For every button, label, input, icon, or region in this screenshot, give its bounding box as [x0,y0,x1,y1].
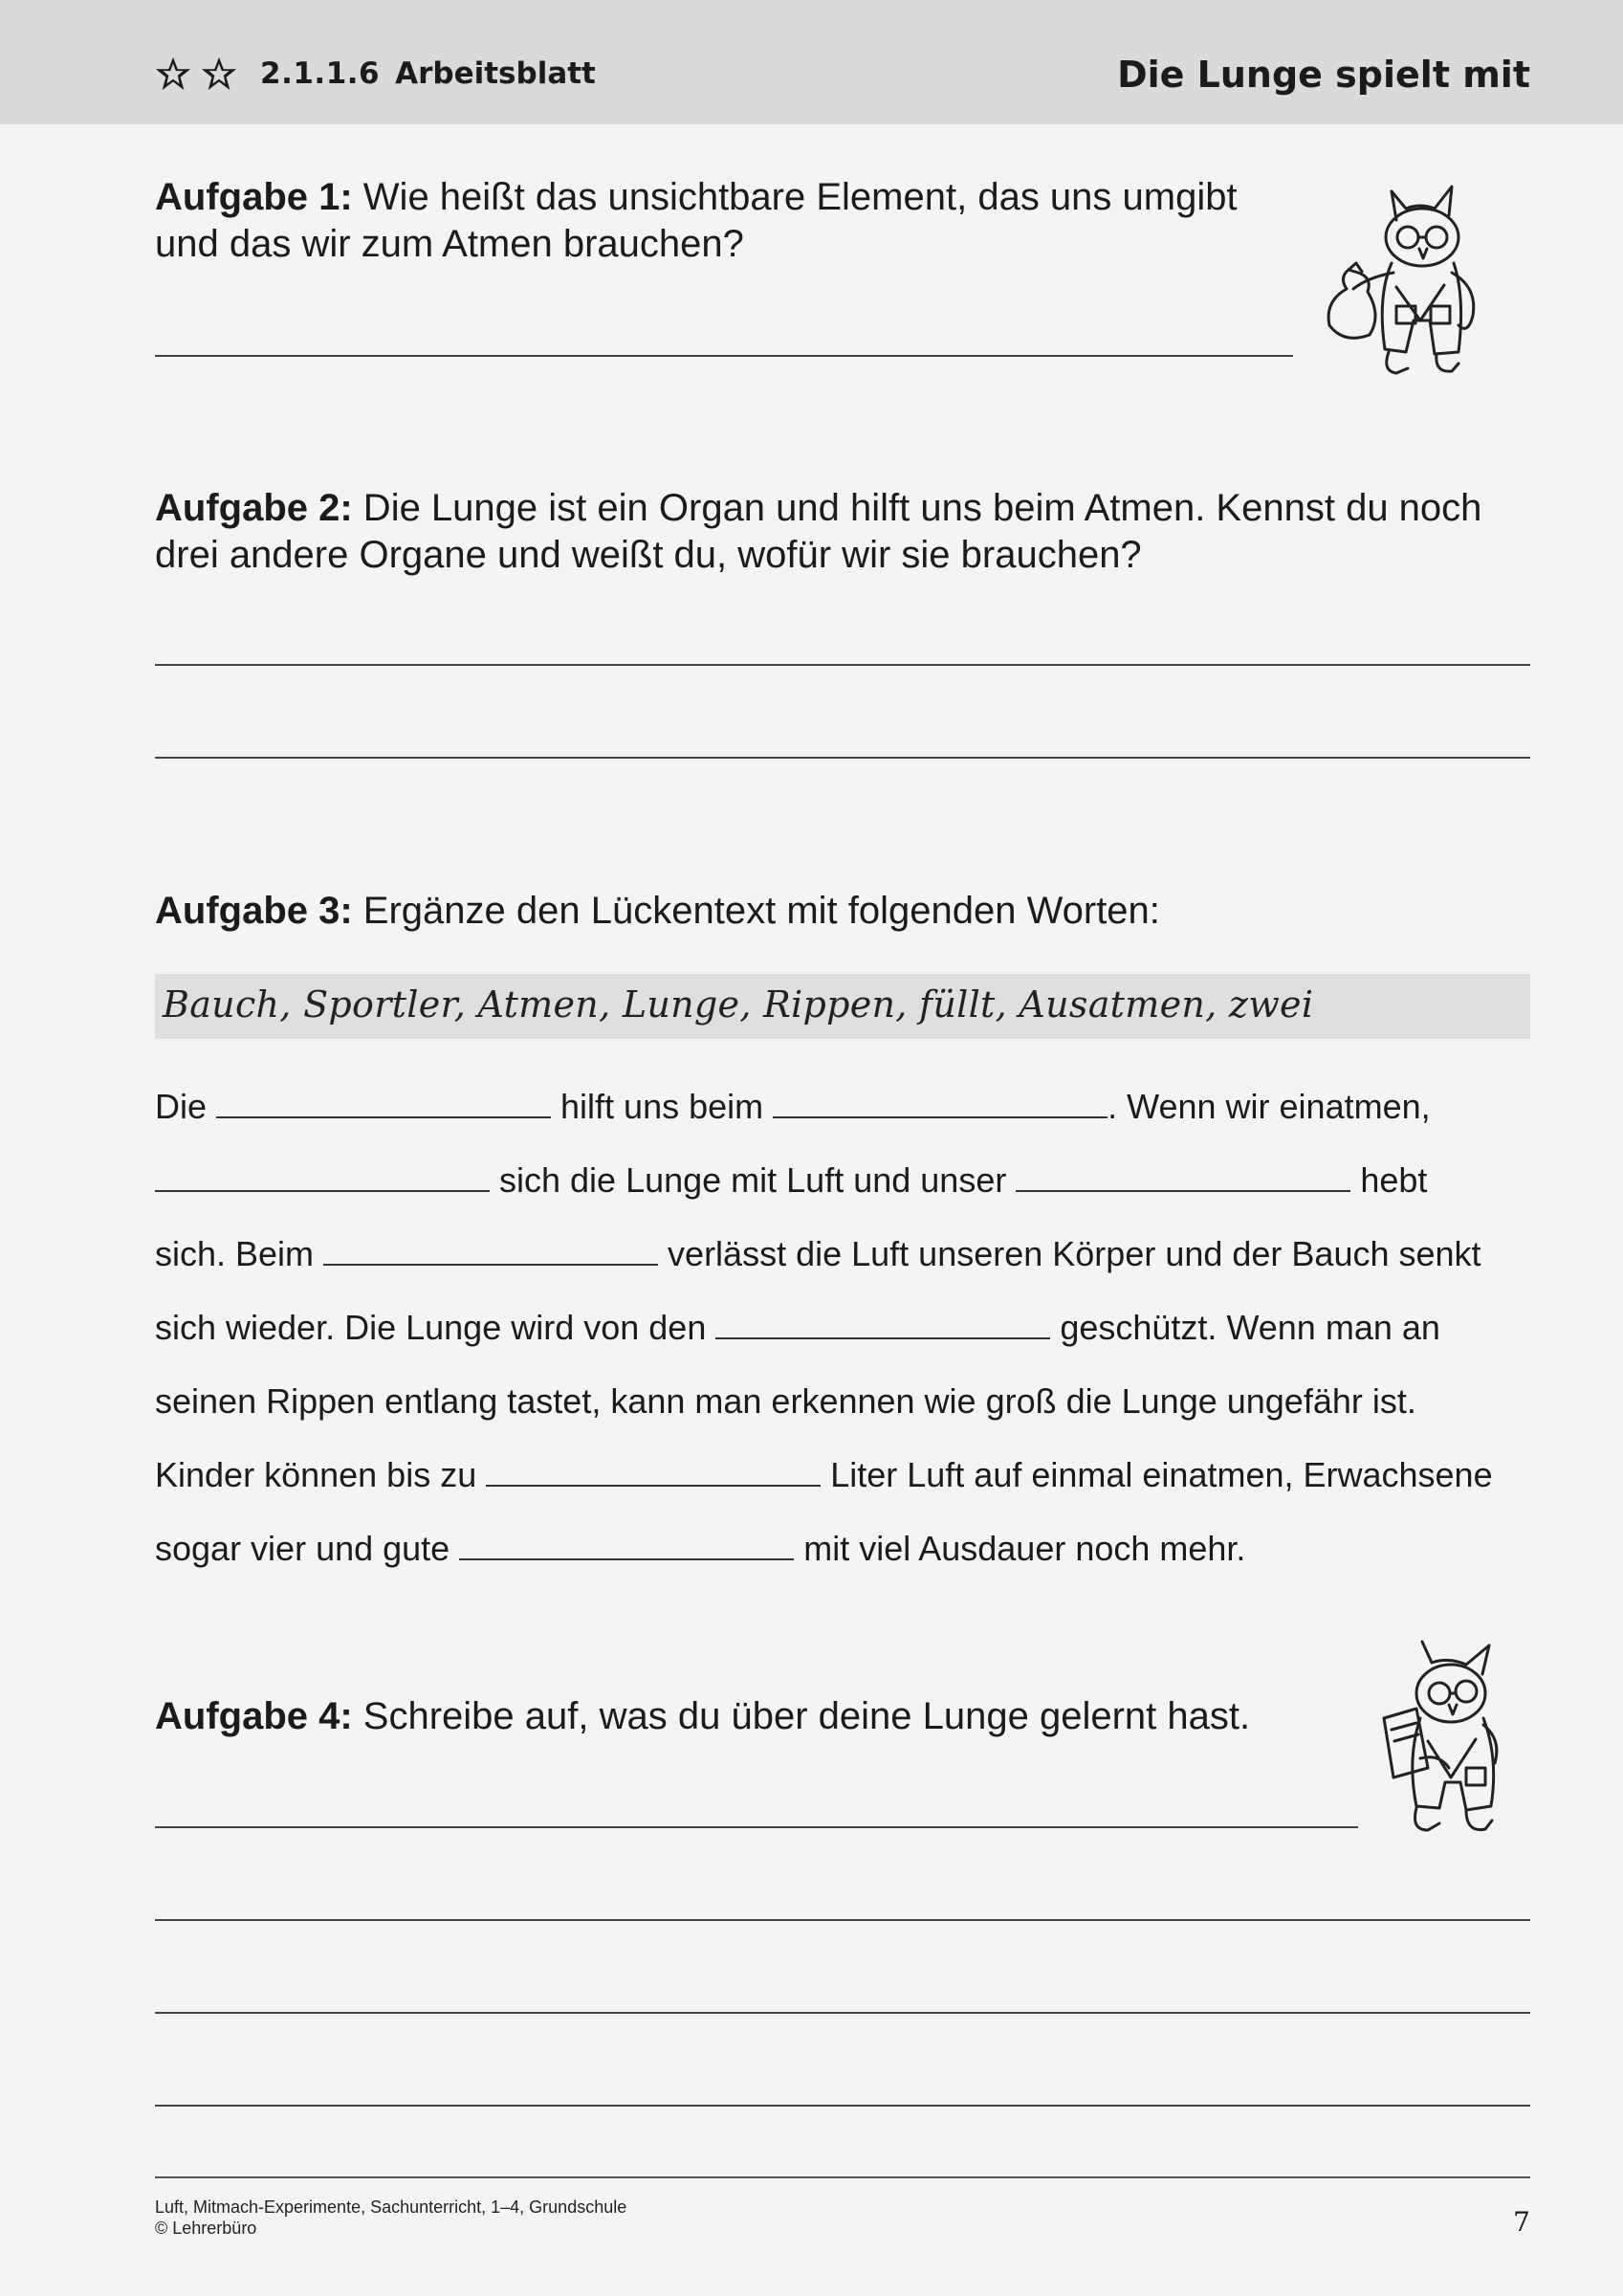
task-4-label: Aufgabe 4: [155,1695,353,1737]
answer-line[interactable] [155,2012,1530,2014]
task-1-text: Wie heißt das unsichtbare Element, das uns umgibt [352,176,1238,218]
cloze-gap[interactable] [1016,1163,1350,1192]
cloze-gap[interactable] [486,1458,821,1487]
cloze-gap[interactable] [773,1090,1108,1118]
task-4-question [155,1693,1250,1740]
task-1-label: Aufgabe 1: [155,176,353,218]
answer-line[interactable] [155,1826,1358,1828]
task-2-question [155,485,1481,579]
cloze-text-segment: verlässt die Luft unseren Körper und der Bauch senkt [668,1234,1481,1273]
cloze-text-segment: sogar vier und gute [155,1529,450,1568]
word-bank-words: Bauch, Sportler, Atmen, Lunge, Rippen, füllt, Ausatmen, zwei [163,983,1314,1026]
cloze-text-segment: mit viel Ausdauer noch mehr. [803,1529,1246,1568]
cloze-gap[interactable] [216,1090,551,1118]
cloze-text-segment: hilft uns beim [560,1087,764,1126]
cloze-text-segment: hebt [1360,1160,1428,1200]
answer-line[interactable] [155,355,1293,357]
task-4-text: Schreibe auf, was du über deine Lunge gelernt hast. [352,1695,1251,1737]
cloze-text-segment: sich wieder. Die Lunge wird von den [155,1308,707,1347]
task-3-text: Ergänze den Lückentext mit folgenden Worten: [352,890,1160,932]
cloze-gap[interactable] [323,1237,658,1266]
cloze-text-segment: geschützt. Wenn man an [1060,1308,1440,1347]
cloze-text-segment: sich die Lunge mit Luft und unser [499,1160,1007,1200]
task-3-label: Aufgabe 3: [155,890,353,932]
difficulty-star-icon [155,55,191,92]
cloze-text-segment: . Wenn wir einatmen, [1108,1087,1431,1126]
section-number: 2.1.1.6 [260,56,381,91]
cloze-text-segment: Kinder können bis zu [155,1455,477,1494]
footer-source [155,2197,626,2239]
task-2-text-line2: drei andere Organe und weißt du, wofür wir sie brauchen? [155,534,1142,576]
cloze-gap[interactable] [459,1532,794,1560]
cloze-gap[interactable] [715,1311,1050,1339]
cloze-text-segment: Liter Luft auf einmal einatmen, Erwachsene [830,1455,1493,1494]
task-3-question [155,888,1160,935]
footer-source-line: Luft, Mitmach-Experimente, Sachunterricht, 1–4, Grundschule [155,2197,627,2217]
task-1-text-line2: und das wir zum Atmen brauchen? [155,223,744,265]
page-number: 7 [1513,2206,1530,2238]
answer-line[interactable] [155,757,1530,759]
answer-line[interactable] [155,1919,1530,1921]
answer-line[interactable] [155,2105,1530,2107]
owl-with-paper-illustration [1372,1634,1525,1844]
task-2-label: Aufgabe 2: [155,487,353,529]
word-bank [155,974,1530,1039]
footer-copyright: © Lehrerbüro [155,2219,257,2238]
owl-with-bag-illustration [1301,182,1525,383]
page-title: Die Lunge spielt mit [1117,54,1530,96]
section-heading [155,55,596,92]
task-1-question [155,174,1238,268]
cloze-text-segment: seinen Rippen entlang tastet, kann man erkennen wie groß die Lunge ungefähr ist. [155,1381,1416,1421]
answer-line[interactable] [155,664,1530,666]
difficulty-star-icon [201,55,237,92]
task-2-text: Die Lunge ist ein Organ und hilft uns beim Atmen. Kennst du noch [352,487,1482,529]
cloze-text-segment: Die [155,1087,208,1126]
footer-divider [155,2176,1530,2178]
cloze-gap[interactable] [155,1163,490,1192]
section-label: Arbeitsblatt [395,56,596,91]
cloze-text [155,1070,1532,1585]
page-header [0,0,1623,124]
cloze-text-segment: sich. Beim [155,1234,315,1273]
